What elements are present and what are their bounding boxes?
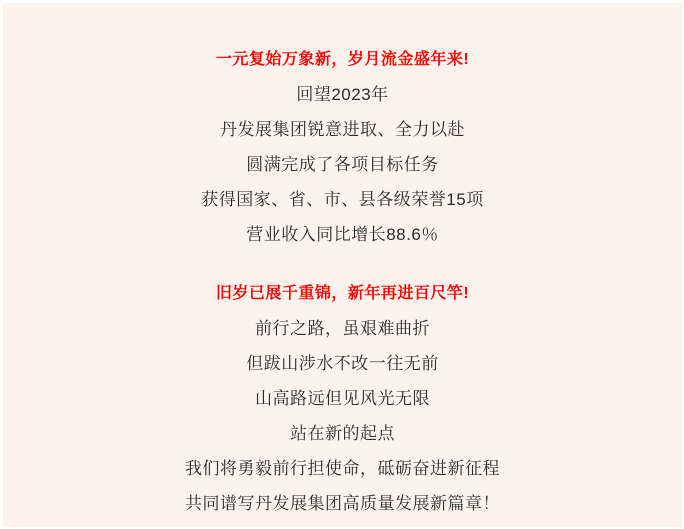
article-line: 共同谱写丹发展集团高质量发展新篇章！ <box>185 494 500 513</box>
article-line: 我们将勇毅前行担使命，砥砺奋进新征程 <box>185 459 500 478</box>
article-page <box>3 3 682 527</box>
article-line: 获得国家、省、市、县各级荣誉15项 <box>201 190 484 209</box>
article-line: 丹发展集团锐意进取、全力以赴 <box>220 120 465 139</box>
section-heading: 旧岁已展千重锦，新年再进百尺竿! <box>215 285 470 302</box>
article-line: 圆满完成了各项目标任务 <box>246 155 439 174</box>
article-line: 前行之路，虽艰难曲折 <box>255 319 430 338</box>
article-line: 回望2023年 <box>296 85 389 104</box>
section-heading: 一元复始万象新，岁月流金盛年来! <box>215 51 470 68</box>
article-content <box>3 3 682 521</box>
article-line: 站在新的起点 <box>290 424 395 443</box>
section-review-2023 <box>3 42 682 252</box>
section-new-year-outlook <box>3 276 682 521</box>
article-line: 营业收入同比增长88.6％ <box>246 225 439 244</box>
article-line: 但跋山涉水不改一往无前 <box>246 354 439 373</box>
article-line: 山高路远但见风光无限 <box>255 389 430 408</box>
